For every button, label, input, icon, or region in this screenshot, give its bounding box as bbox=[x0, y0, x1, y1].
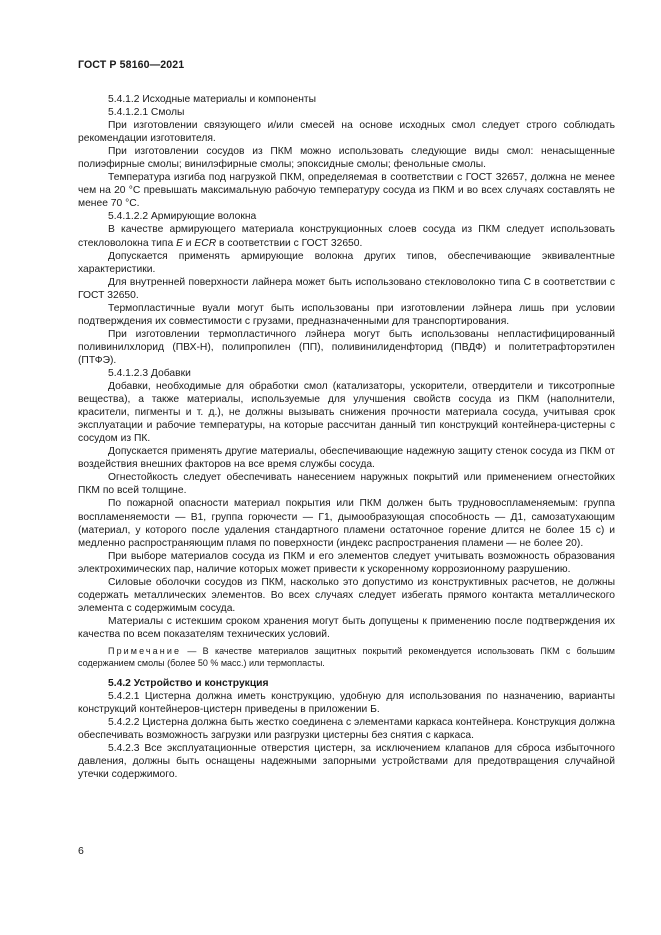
paragraph: 5.4.2.1 Цистерна должна иметь конструкцию, удобную для использования по назначению, варианты конструкций контейнеров-цистерн приведены в приложении Б. bbox=[78, 690, 615, 715]
heading-5-4-1-2-2: 5.4.1.2.2 Армирующие волокна bbox=[108, 211, 257, 223]
paragraph: При выборе материалов сосуда из ПКМ и его элементов следует учитывать возможность образования электрохимических пар, наличие которых может привести к ускоренному коррозионному разрушению. bbox=[78, 550, 615, 575]
paragraph: Материалы с истекшим сроком хранения могут быть допущены к применению после подтверждения их качества по всем показателям технических условий. bbox=[78, 615, 615, 640]
note-text: — В качестве материалов защитных покрытий рекомендуется использовать ПКМ с большим содержанием смолы (более 50 % масс.) или термопласты. bbox=[78, 645, 615, 668]
text-fragment: В качестве армирующего материала конструкционных слоев сосуда из ПКМ следует использовать стекловолокна типа bbox=[78, 224, 615, 249]
paragraph: Добавки, необходимые для обработки смол (катализаторы, ускорители, отвердители и тиксотропные вещества), а также материалы, используемые для улучшения свойств сосуда из ПКМ (наполнители, красители, пигменты и т. д.), не должны вызывать снижения прочности материала сосуда, учитывая срок эксплуатации и рабочие температуры, на которые рассчитан данный тип конструкций контейнера-цистерны с сосудом из ПК. bbox=[78, 381, 615, 445]
paragraph-fiber-types bbox=[78, 223, 615, 249]
paragraph: 5.4.2.3 Все эксплуатационные отверстия цистерн, за исключением клапанов для сброса избыточного давления, должны быть оснащены надежными запорными устройствами для предотвращения случайной утечки содержимого. bbox=[78, 742, 615, 780]
paragraph: Силовые оболочки сосудов из ПКМ, насколько это допустимо из конструктивных расчетов, не должны содержать металлических элементов. Во всех случаях следует избегать прямого контакта металлического элемента с содержимым сосуда. bbox=[78, 576, 615, 614]
paragraph: Допускается применять другие материалы, обеспечивающие надежную защиту стенок сосуда из ПКМ от воздействия внешних факторов на все время службы сосуда. bbox=[78, 446, 615, 471]
fiber-type-ecr: ECR bbox=[194, 237, 217, 249]
fiber-type-e: Е bbox=[176, 237, 183, 249]
heading-5-4-1-2-1: 5.4.1.2.1 Смолы bbox=[108, 107, 185, 119]
note-label: Примечание bbox=[108, 645, 182, 656]
heading-5-4-1-2: 5.4.1.2 Исходные материалы и компоненты bbox=[108, 94, 317, 105]
text-fragment: и bbox=[182, 237, 195, 249]
paragraph: 5.4.2.2 Цистерна должна быть жестко соединена с элементами каркаса контейнера. Конструкция должна обеспечивать возможность загрузки или разгрузки цистерны без снятия с каркаса. bbox=[78, 716, 615, 741]
paragraph: Для внутренней поверхности лайнера может быть использовано стекловолокно типа С в соответствии с ГОСТ 32650. bbox=[78, 276, 615, 301]
text-fragment: в соответствии с ГОСТ 32650. bbox=[216, 237, 363, 249]
page-number: 6 bbox=[78, 845, 84, 857]
heading-5-4-1-2-3: 5.4.1.2.3 Добавки bbox=[108, 367, 191, 379]
note bbox=[78, 646, 615, 670]
paragraph: При изготовлении сосудов из ПКМ можно использовать следующие виды смол: ненасыщенные полиэфирные смолы; винилэфирные смолы; эпоксидные смолы; фенольные смолы. bbox=[78, 146, 615, 171]
paragraph: При изготовлении термопластичного лэйнера могут быть использованы непластифицированный поливинилхлорид (ПВХ-Н), полипропилен (ПП), поливинилиденфторид (ПВДФ) и политетрафторэтилен (ПТФЭ). bbox=[78, 328, 615, 366]
paragraph: По пожарной опасности материал покрытия или ПКМ должен быть трудновоспламеняемым: группа воспламеняемости — В1, группа горючести — Г1, дымообразующая способность — Д1, самозатухающим (материал, у которого после удаления стандартного пламени остаточное горение длится не более 15 с) и медленно распространяющим пламя по поверхности (индекс распространения пламени — не более 20). bbox=[78, 498, 615, 549]
paragraph: Температура изгиба под нагрузкой ПКМ, определяемая в соответствии с ГОСТ 32657, должна не менее чем на 20 °С превышать максимальную рабочую температуру сосуда из ПКМ и во всех случаях составлять не менее 70 °С. bbox=[78, 172, 615, 210]
paragraph: Термопластичные вуали могут быть использованы при изготовлении лэйнера лишь при условии подтверждения их совместимости с грузами, предназначенными для транспортирования. bbox=[78, 302, 615, 327]
paragraph: Огнестойкость следует обеспечивать нанесением наружных покрытий или применением огнестойких ПКМ по всей толщине. bbox=[78, 472, 615, 497]
document-code-header: ГОСТ Р 58160—2021 bbox=[78, 59, 185, 71]
document-body bbox=[78, 93, 615, 781]
paragraph: При изготовлении связующего и/или смесей на основе исходных смол следует строго соблюдать рекомендации изготовителя. bbox=[78, 120, 615, 145]
paragraph: Допускается применять армирующие волокна других типов, обеспечивающие эквивалентные характеристики. bbox=[78, 250, 615, 275]
heading-5-4-2: 5.4.2 Устройство и конструкция bbox=[108, 677, 269, 689]
